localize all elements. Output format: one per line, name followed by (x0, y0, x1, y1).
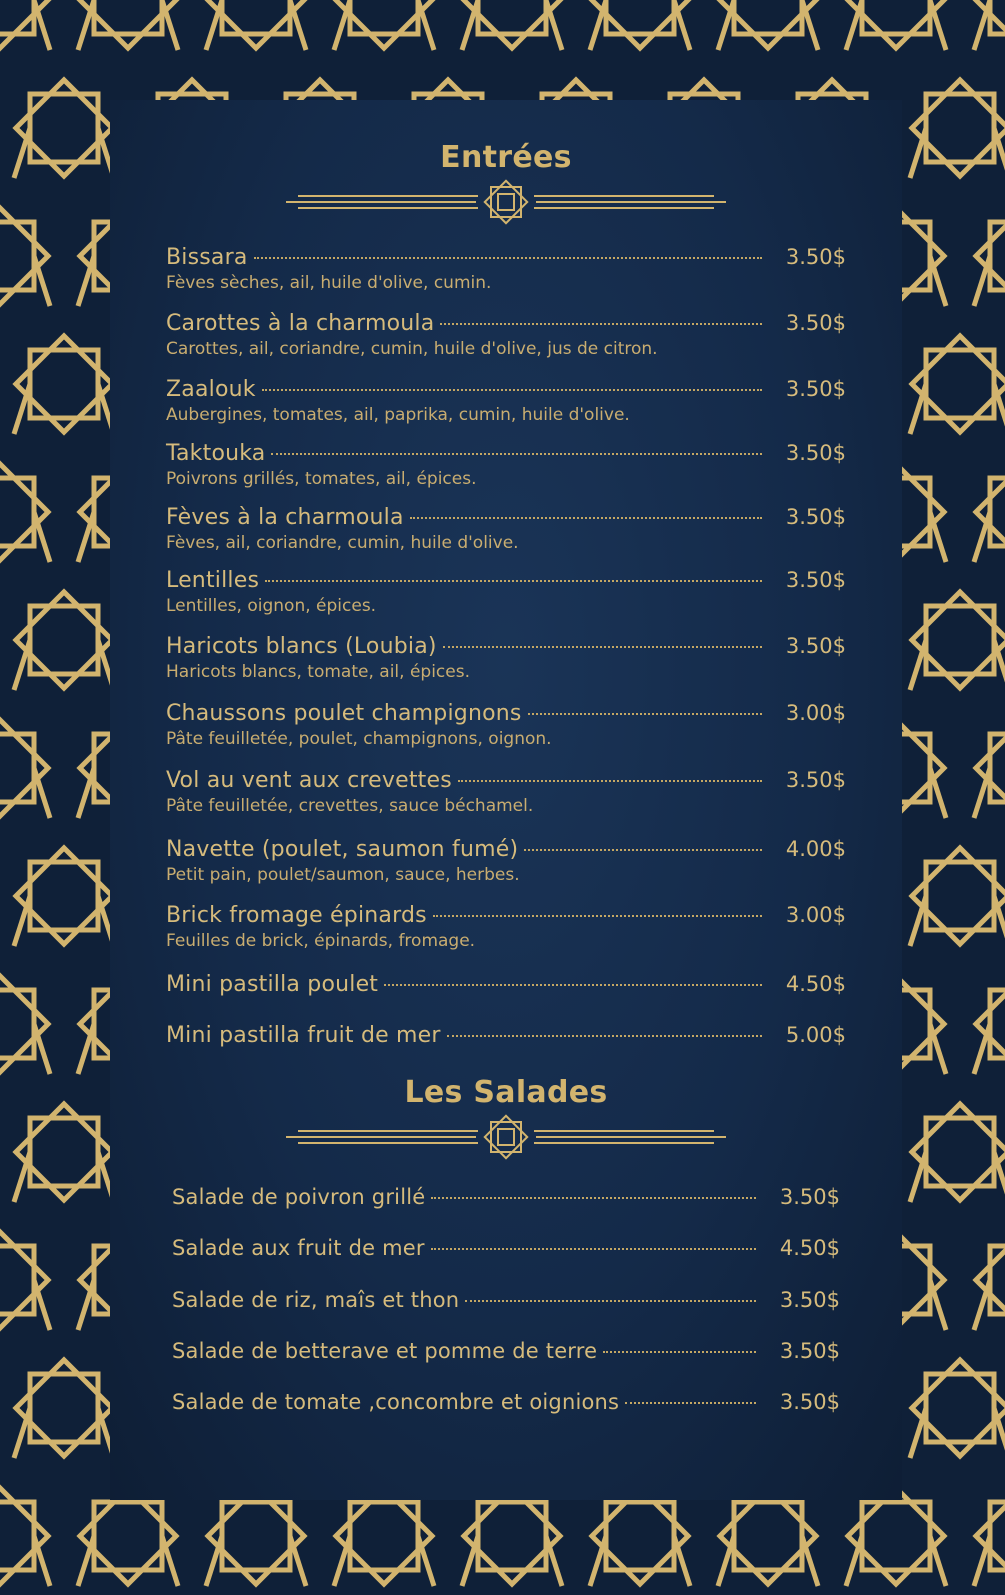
item-name: Taktouka (166, 441, 266, 466)
item-price: 4.50$ (779, 1236, 840, 1260)
item-name: Lentilles (166, 568, 260, 593)
item-name: Mini pastilla poulet (166, 972, 379, 997)
item-description: Carottes, ail, coriandre, cumin, huile d'olive, jus de citron. (166, 339, 658, 359)
menu-item (172, 1390, 840, 1420)
item-price: 3.50$ (785, 634, 846, 658)
menu-panel (110, 100, 902, 1500)
dot-leader (603, 1351, 756, 1353)
dot-leader (440, 323, 762, 325)
item-price: 3.50$ (779, 1339, 840, 1363)
dot-leader (265, 580, 762, 582)
item-price: 3.50$ (785, 311, 846, 335)
item-price: 4.50$ (785, 972, 846, 996)
menu-item (166, 311, 846, 359)
item-price: 3.50$ (785, 505, 846, 529)
menu-item (166, 837, 846, 885)
item-name: Navette (poulet, saumon fumé) (166, 837, 519, 862)
section-title-entrees: Entrées (440, 140, 572, 175)
item-name: Vol au vent aux crevettes (166, 768, 452, 793)
dot-leader (410, 517, 762, 519)
item-description: Haricots blancs, tomate, ail, épices. (166, 662, 470, 682)
item-description: Feuilles de brick, épinards, fromage. (166, 931, 476, 951)
menu-item (166, 972, 846, 1002)
menu-item (166, 701, 846, 749)
ornament-divider-icon (286, 1112, 726, 1162)
menu-item (166, 768, 846, 816)
item-name: Carottes à la charmoula (166, 311, 435, 336)
item-name: Mini pastilla fruit de mer (166, 1023, 441, 1048)
dot-leader (447, 1035, 762, 1037)
item-name: Salade de poivron grillé (172, 1185, 426, 1209)
dot-leader (384, 984, 762, 986)
item-price: 3.50$ (779, 1390, 840, 1414)
item-name: Haricots blancs (Loubia) (166, 634, 437, 659)
item-name: Bissara (166, 245, 248, 270)
dot-leader (458, 780, 762, 782)
dot-leader (443, 646, 762, 648)
item-name: Salade de betterave et pomme de terre (172, 1339, 598, 1363)
item-price: 3.00$ (785, 701, 846, 725)
item-price: 3.50$ (785, 245, 846, 269)
item-name: Chaussons poulet champignons (166, 701, 522, 726)
dot-leader (433, 915, 762, 917)
ornament-divider-icon (286, 177, 726, 227)
item-description: Petit pain, poulet/saumon, sauce, herbes. (166, 865, 520, 885)
item-name: Fèves à la charmoula (166, 505, 404, 530)
menu-item (172, 1185, 840, 1215)
item-description: Pâte feuilletée, poulet, champignons, oignon. (166, 729, 552, 749)
item-price: 3.50$ (785, 441, 846, 465)
item-name: Zaalouk (166, 377, 256, 402)
item-name: Salade aux fruit de mer (172, 1236, 425, 1260)
item-price: 4.00$ (785, 837, 846, 861)
dot-leader (524, 849, 762, 851)
dot-leader (431, 1248, 756, 1250)
item-name: Salade de riz, maîs et thon (172, 1288, 460, 1312)
menu-item (166, 1023, 846, 1053)
item-description: Poivrons grillés, tomates, ail, épices. (166, 469, 477, 489)
item-description: Pâte feuilletée, crevettes, sauce béchamel. (166, 796, 534, 816)
menu-item (166, 568, 846, 616)
item-price: 5.00$ (785, 1023, 846, 1047)
section-title-salades: Les Salades (404, 1075, 608, 1110)
item-description: Lentilles, oignon, épices. (166, 596, 377, 616)
dot-leader (528, 713, 762, 715)
menu-item (172, 1288, 840, 1318)
dot-leader (465, 1300, 756, 1302)
menu-item (172, 1236, 840, 1266)
item-price: 3.50$ (785, 377, 846, 401)
item-description: Aubergines, tomates, ail, paprika, cumin, huile d'olive. (166, 405, 630, 425)
dot-leader (262, 389, 762, 391)
dot-leader (271, 453, 762, 455)
menu-item (172, 1339, 840, 1369)
menu-item (166, 377, 846, 425)
item-name: Salade de tomate ,concombre et oignions (172, 1390, 620, 1414)
item-price: 3.00$ (785, 903, 846, 927)
menu-item (166, 634, 846, 682)
item-name: Brick fromage épinards (166, 903, 427, 928)
item-description: Fèves sèches, ail, huile d'olive, cumin. (166, 273, 492, 293)
menu-item (166, 441, 846, 489)
item-price: 3.50$ (779, 1288, 840, 1312)
item-price: 3.50$ (785, 768, 846, 792)
item-price: 3.50$ (779, 1185, 840, 1209)
dot-leader (625, 1402, 756, 1404)
menu-item (166, 245, 846, 293)
item-price: 3.50$ (785, 568, 846, 592)
menu-item (166, 505, 846, 553)
dot-leader (431, 1197, 756, 1199)
item-description: Fèves, ail, coriandre, cumin, huile d'olive. (166, 533, 519, 553)
menu-item (166, 903, 846, 951)
dot-leader (254, 257, 762, 259)
